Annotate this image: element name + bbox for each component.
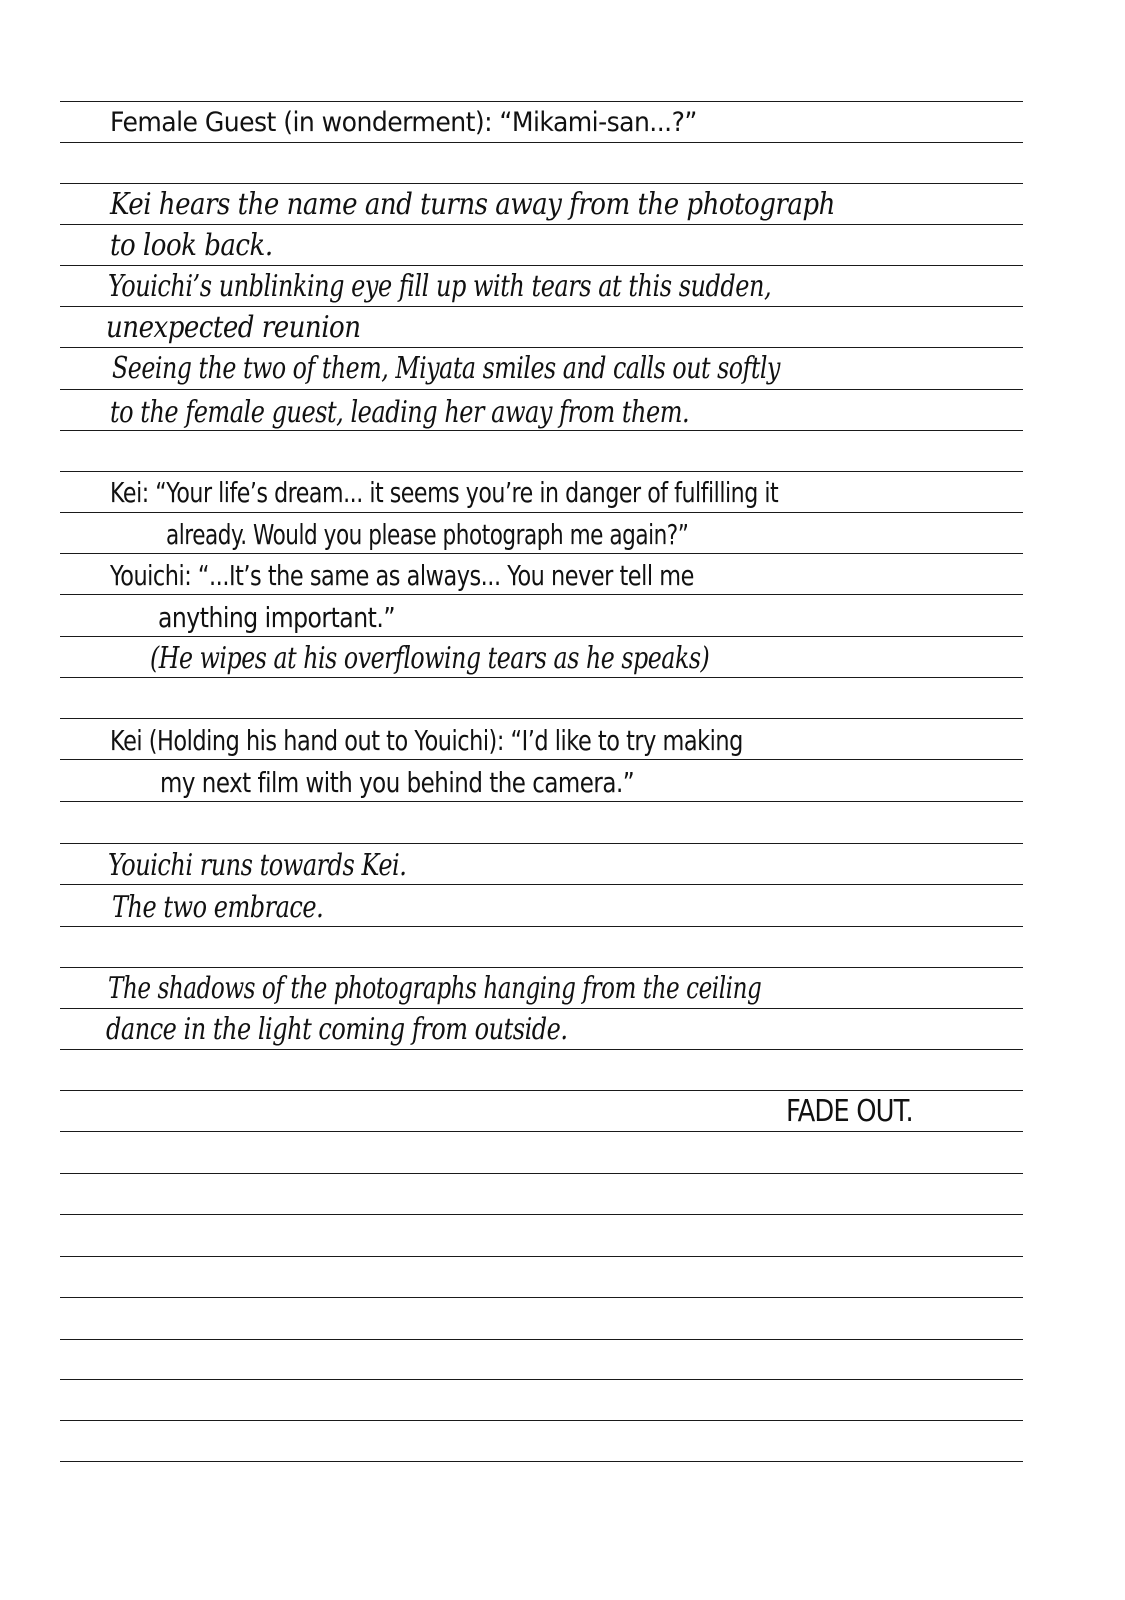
ruled-line	[60, 142, 1023, 143]
script-line: Female Guest (in wonderment): “Mikami-san...?”	[110, 107, 697, 138]
script-line: Youichi runs towards Kei.	[108, 848, 407, 883]
script-line: my next film with you behind the camera.”	[160, 766, 635, 799]
ruled-line	[60, 389, 1023, 390]
ruled-line	[60, 1379, 1023, 1380]
ruled-line	[60, 759, 1023, 760]
ruled-line	[60, 1173, 1023, 1174]
ruled-line	[60, 967, 1023, 968]
ruled-line	[60, 1008, 1023, 1009]
script-line: The shadows of the photographs hanging from the ceiling	[108, 971, 762, 1006]
ruled-line	[60, 512, 1023, 513]
ruled-line	[60, 1090, 1023, 1091]
ruled-line	[60, 1049, 1023, 1050]
script-line: to the female guest, leading her away from them.	[110, 395, 690, 430]
ruled-line	[60, 347, 1023, 348]
ruled-line	[60, 553, 1023, 554]
ruled-line	[60, 677, 1023, 678]
ruled-line	[60, 1256, 1023, 1257]
ruled-line	[60, 926, 1023, 927]
ruled-line	[60, 1420, 1023, 1421]
script-line: Youichi: “...It’s the same as always... You never tell me	[110, 559, 694, 592]
ruled-line	[60, 718, 1023, 719]
script-line: Kei hears the name and turns away from the photograph	[110, 187, 835, 222]
ruled-line	[60, 306, 1023, 307]
ruled-line	[60, 224, 1023, 225]
ruled-line	[60, 183, 1023, 184]
ruled-line	[60, 1131, 1023, 1132]
script-line: Kei: “Your life’s dream... it seems you’re in danger of fulfilling it	[110, 476, 779, 509]
script-line: to look back.	[110, 228, 273, 263]
ruled-line	[60, 101, 1023, 102]
script-line: dance in the light coming from outside.	[106, 1012, 568, 1047]
ruled-line	[60, 430, 1023, 431]
ruled-line	[60, 801, 1023, 802]
ruled-line	[60, 1339, 1023, 1340]
script-line: already. Would you please photograph me again?”	[166, 518, 689, 551]
ruled-line	[60, 636, 1023, 637]
ruled-line	[60, 1214, 1023, 1215]
ruled-line	[60, 1297, 1023, 1298]
script-line: (He wipes at his overflowing tears as he speaks)	[150, 641, 710, 676]
fade-out-direction: FADE OUT.	[786, 1094, 913, 1129]
script-line: Kei (Holding his hand out to Youichi): “I’d like to try making	[110, 724, 743, 757]
script-line: The two embrace.	[112, 890, 324, 925]
ruled-line	[60, 265, 1023, 266]
ruled-line	[60, 471, 1023, 472]
ruled-line	[60, 843, 1023, 844]
ruled-line	[60, 594, 1023, 595]
script-line: Seeing the two of them, Miyata smiles and calls out softly	[112, 351, 780, 386]
ruled-line	[60, 1461, 1023, 1462]
ruled-line	[60, 884, 1023, 885]
script-line: unexpected reunion	[106, 310, 361, 345]
script-line: anything important.”	[158, 601, 395, 634]
script-line: Youichi’s unblinking eye fill up with tears at this sudden,	[108, 269, 772, 304]
